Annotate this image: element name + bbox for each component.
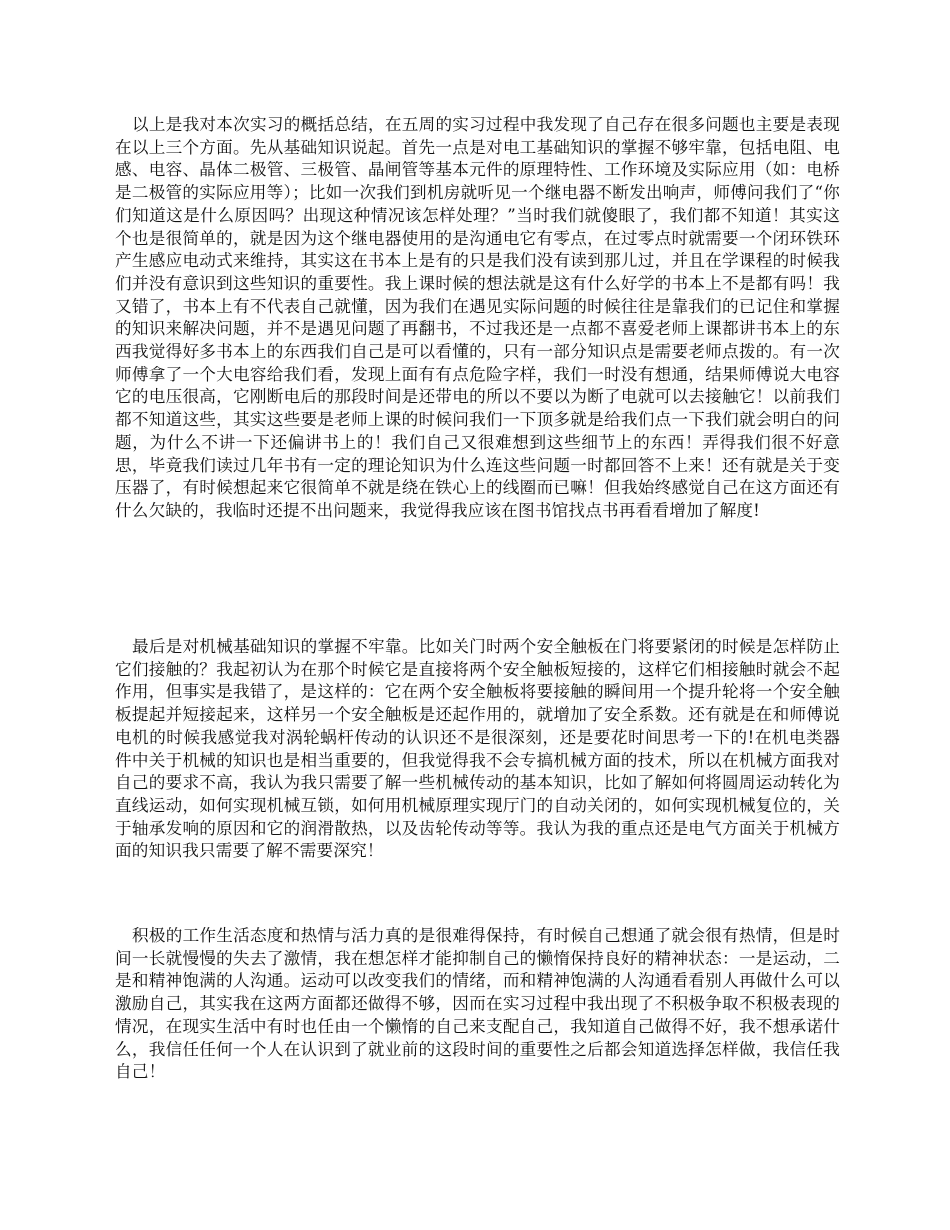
paragraph-attitude: 积极的工作生活态度和热情与活力真的是很难得保持，有时候自己想通了就会很有热情，但是时间一长就慢慢的失去了激情，我在想怎样才能抑制自己的懒惰保持良好的精神状态：一是运动，二是和精神饱满的人沟通。运动可以改变我们的情绪，而和精神饱满的人沟通看看别人再做什么可以激励自己，其实我在这两方面都还做得不够，因而在实习过程中我出现了不积极争取不积极表现的情况，在现实生活中有时也任由一个懒惰的自己来支配自己，我知道自己做得不好，我不想承诺什么，我信任任何一个人在认识到了就业前的这段时间的重要性之后都会知道选择怎样做，我信任我自己！ — [115, 926, 840, 1082]
paragraph-summary: 以上是我对本次实习的概括总结，在五周的实习过程中我发现了自己存在很多问题也主要是表现在以上三个方面。先从基础知识说起。首先一点是对电工基础知识的掌握不够牢靠，包括电阻、电感、电容、晶体二极管、三极管、晶闸管等基本元件的原理特性、工作环境及实际应用（如：电桥是二极管的实际应用等）；比如一次我们到机房就听见一个继电器不断发出响声，师傅问我们了“你们知道这是什么原因吗？出现这种情况该怎样处理？”当时我们就傻眼了，我们都不知道！其实这个也是很简单的，就是因为这个继电器使用的是沟通电它有零点，在过零点时就需要一个闭环铁环产生感应电动式来维持，其实这在书本上是有的只是我们没有读到那儿过，并且在学课程的时候我们并没有意识到这些知识的重要性。我上课时候的想法就是这有什么好学的书本上不是都有吗！我又错了，书本上有不代表自己就懂，因为我们在遇见实际问题的时候往往是靠我们的已记住和掌握的知识来解决问题，并不是遇见问题了再翻书，不过我还是一点都不喜爱老师上课都讲书本上的东西我觉得好多书本上的东西我们自己是可以看懂的，只有一部分知识点是需要老师点拨的。有一次师傅拿了一个大电容给我们看，发现上面有有点危险字样，我们一时没有想通，结果师傅说大电容它的电压很高，它刚断电后的那段时间是还带电的所以不要以为断了电就可以去接触它！以前我们都不知道这些，其实这些要是老师上课的时候问我们一下顶多就是给我们点一下我们就会明白的问题，为什么不讲一下还偏讲书上的！我们自己又很难想到这些细节上的东西！弄得我们很不好意思，毕竟我们读过几年书有一定的理论知识为什么连这些问题一时都回答不上来！还有就是关于变压器了，有时候想起来它很简单不就是绕在铁心上的线圈而已嘛！但我始终感觉自己在这方面还有什么欠缺的，我临时还提不出问题来，我觉得我应该在图书馆找点书再看看增加了解度! — [115, 115, 840, 520]
paragraph-mechanical: 最后是对机械基础知识的掌握不牢靠。比如关门时两个安全触板在门将要紧闭的时候是怎样防止它们接触的？我起初认为在那个时候它是直接将两个安全触板短接的，这样它们相接触时就会不起作用，但事实是我错了，是这样的：它在两个安全触板将要接触的瞬间用一个提升轮将一个安全触板提起并短接起来，这样另一个安全触板是还起作用的，就增加了安全系数。还有就是在和师傅说电机的时候我感觉我对涡轮蜗杆传动的认识还不是很深刻，还是要花时间思考一下的!在机电类器件中关于机械的知识也是相当重要的，但我觉得我不会专搞机械方面的技术，所以在机械方面我对自己的要求不高，我认为我只需要了解一些机械传动的基本知识，比如了解如何将圆周运动转化为直线运动，如何实现机械互锁，如何用机械原理实现厅门的自动关闭的，如何实现机械复位的，关于轴承发响的原因和它的润滑散热，以及齿轮传动等等。我认为我的重点还是电气方面关于机械方面的知识我只需要了解不需要深究！ — [115, 637, 840, 861]
